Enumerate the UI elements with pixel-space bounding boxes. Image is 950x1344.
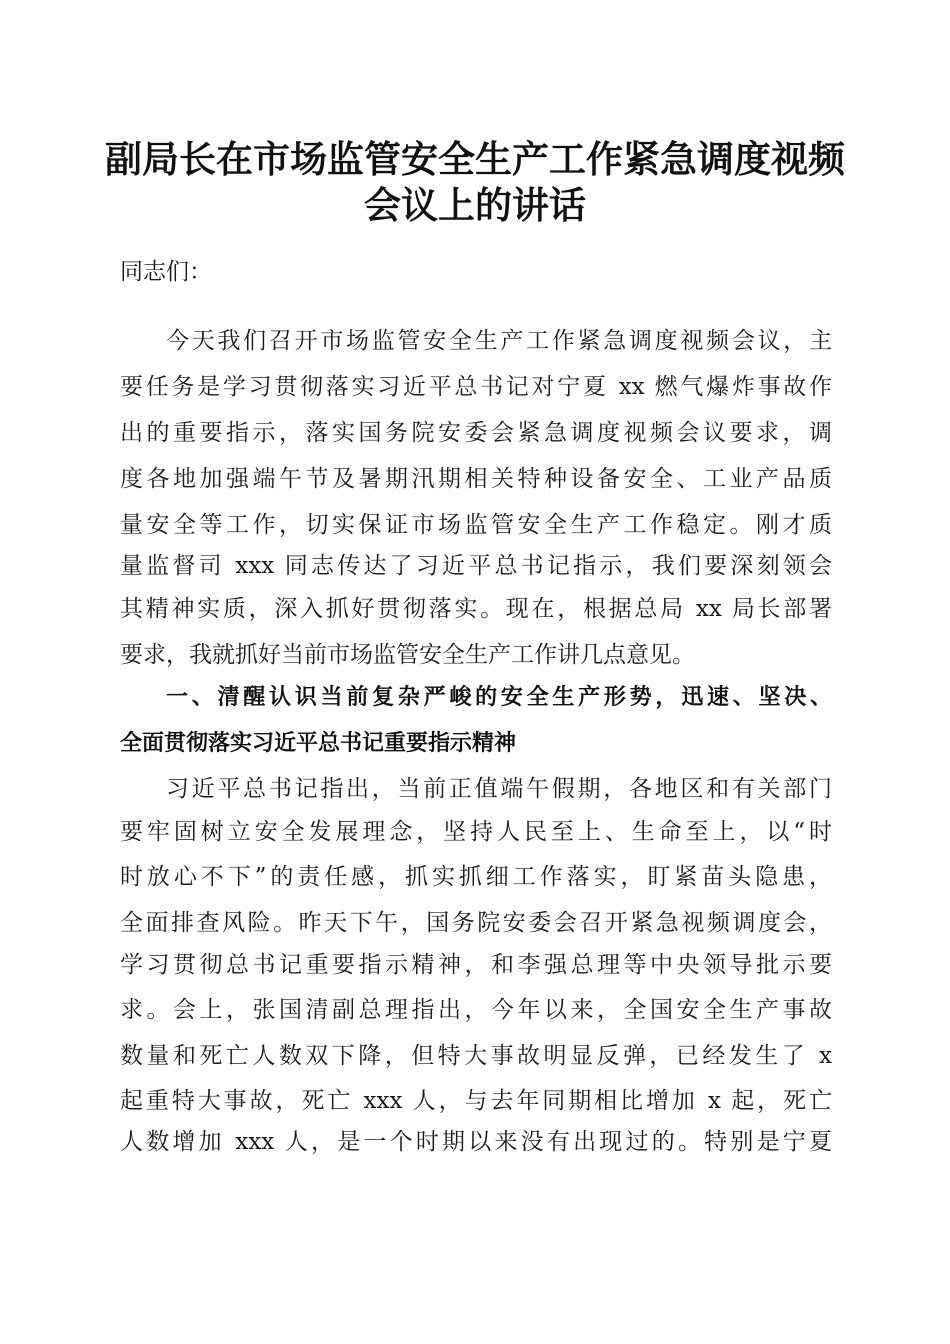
section-heading-line: 全面贯彻落实习近平总书记重要指示精神 <box>120 731 517 756</box>
paragraph-line: 全面排查风险。昨天下午，国务院安委会召开紧急视频调度会， <box>120 910 832 936</box>
paragraph-line: 要任务是学习贯彻落实习近平总书记对宁夏 xx 燃气爆炸事故作 <box>120 374 832 400</box>
document-title-line-2: 会议上的讲话 <box>364 183 586 227</box>
salutation: 同志们： <box>120 259 212 285</box>
paragraph-line: 求。会上，张国清副总理指出，今年以来，全国安全生产事故 <box>120 997 832 1023</box>
paragraph-line: 量监督司 xxx 同志传达了习近平总书记指示，我们要深刻领会 <box>120 553 832 579</box>
document-title-line-1: 副局长在市场监管安全生产工作紧急调度视频 <box>105 137 845 181</box>
section-heading-line: 一、清醒认识当前复杂严峻的安全生产形势，迅速、坚决、 <box>166 685 832 710</box>
paragraph-line: 度各地加强端午节及暑期汛期相关特种设备安全、工业产品质 <box>120 466 832 492</box>
paragraph-line: 习近平总书记指出，当前正值端午假期，各地区和有关部门 <box>166 776 832 802</box>
paragraph-line: 量安全等工作，切实保证市场监管安全生产工作稳定。刚才质 <box>120 512 832 538</box>
paragraph-line: 出的重要指示，落实国务院安委会紧急调度视频会议要求，调 <box>120 420 832 446</box>
paragraph-line: 要求，我就抓好当前市场监管安全生产工作讲几点意见。 <box>120 642 695 668</box>
paragraph-line: 其精神实质，深入抓好贯彻落实。现在，根据总局 xx 局长部署 <box>120 596 832 622</box>
paragraph-line: 学习贯彻总书记重要指示精神，和李强总理等中央领导批示要 <box>120 952 832 978</box>
paragraph-line: 今天我们召开市场监管安全生产工作紧急调度视频会议，主 <box>166 328 832 354</box>
paragraph-line: 时放心不下”的责任感，抓实抓细工作落实，盯紧苗头隐患， <box>120 864 832 890</box>
paragraph-line: 起重特大事故，死亡 xxx 人，与去年同期相比增加 x 起，死亡 <box>120 1088 832 1114</box>
paragraph-line: 数量和死亡人数双下降，但特大事故明显反弹，已经发生了 x <box>120 1043 832 1069</box>
paragraph-line: 要牢固树立安全发展理念，坚持人民至上、生命至上，以“时 <box>120 819 832 845</box>
paragraph-line: 人数增加 xxx 人，是一个时期以来没有出现过的。特别是宁夏 <box>120 1129 832 1155</box>
